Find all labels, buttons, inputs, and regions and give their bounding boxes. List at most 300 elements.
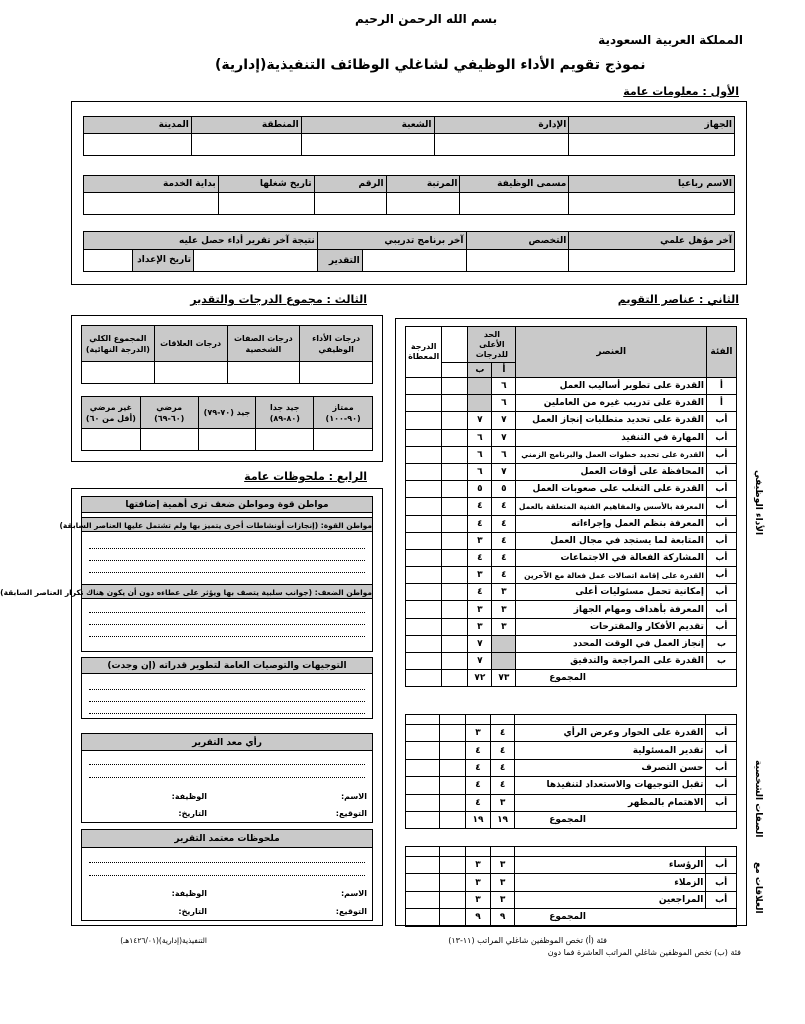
element-given-a[interactable] [439, 759, 466, 776]
element-row [406, 874, 737, 891]
table-top-row [406, 847, 737, 857]
element-max-b: ٣ [466, 857, 491, 874]
preparer-job-label: الوظيفة: [171, 792, 207, 801]
label-last-report: نتيجة آخر تقرير أداء حصل عليه [84, 232, 318, 250]
recommendations-title: التوجيهات والتوصيات العامة لتطوير قدراته (إن وجدت) [81, 657, 373, 674]
sum-max-b: ٩ [466, 909, 491, 926]
element-max-b: ٦ [468, 429, 492, 446]
element-row [406, 759, 737, 776]
element-category: أب [706, 759, 737, 776]
element-max-b: ٤ [468, 584, 492, 601]
element-row [406, 742, 737, 759]
element-given-b[interactable] [406, 725, 440, 742]
element-category: أب [706, 891, 737, 908]
element-max-b: ٣ [468, 567, 492, 584]
note-category-a: فئة (أ) تخص الموظفين شاغلي المراتب (١١-١٣) [448, 936, 607, 945]
input-qualification[interactable] [569, 250, 735, 272]
element-given-b[interactable] [406, 446, 442, 463]
label-rank: المرتبة [386, 176, 460, 193]
sum-given-b[interactable] [406, 670, 442, 687]
spacer-cell [490, 715, 515, 725]
element-given-b[interactable] [406, 794, 440, 811]
total-final-value[interactable] [82, 362, 155, 384]
sum-max-a: ٧٣ [492, 670, 516, 687]
spacer-cell [706, 715, 737, 725]
element-given-a[interactable] [439, 857, 466, 874]
element-max-b: ٤ [466, 777, 491, 794]
input-full-name[interactable] [569, 193, 735, 215]
sum-label: المجموع [515, 811, 737, 828]
element-given-a[interactable] [439, 742, 466, 759]
element-given-a[interactable] [442, 653, 468, 670]
input-rating[interactable] [193, 250, 317, 272]
element-name: الاهتمام بالمظهر [515, 794, 706, 811]
sum-max-a: ١٩ [490, 811, 515, 828]
element-max-b: ٥ [468, 481, 492, 498]
label-full-name: الاسم رباعيا [569, 176, 735, 193]
col-category: الفئة [706, 327, 736, 378]
total-personal-value[interactable] [227, 362, 300, 384]
element-given-b[interactable] [406, 742, 440, 759]
element-given-b[interactable] [406, 463, 442, 480]
sum-max-b: ٧٢ [468, 670, 492, 687]
element-max-a: ٤ [492, 567, 516, 584]
spacer-cell [439, 847, 466, 857]
form-title: نموذج تقويم الأداء الوظيفي لشاغلي الوظائف التنفيذية(إدارية) [215, 57, 646, 73]
element-max-b: ٣ [468, 601, 492, 618]
element-row [406, 429, 737, 446]
element-given-a[interactable] [442, 378, 468, 395]
element-given-b[interactable] [406, 601, 442, 618]
preparer-name-label: الاسم: [340, 792, 367, 801]
element-name: القدرة على تحديد خطوات العمل والبرنامج الزمني [516, 446, 707, 463]
sum-max-b: ١٩ [466, 811, 491, 828]
element-max-a [492, 635, 516, 652]
element-given-b[interactable] [406, 635, 442, 652]
element-max-a: ٧ [492, 463, 516, 480]
element-category: أب [706, 777, 737, 794]
element-row [406, 532, 737, 549]
weakness-line[interactable] [89, 636, 365, 637]
element-category: أب [706, 725, 737, 742]
element-category: أب [706, 481, 736, 498]
element-given-b[interactable] [406, 618, 442, 635]
element-max-b: ٣ [468, 618, 492, 635]
element-max-a: ٤ [490, 759, 515, 776]
element-given-b[interactable] [406, 891, 440, 908]
relations-table [405, 846, 737, 927]
element-category: أب [706, 794, 737, 811]
label-last-training: آخر برنامج تدريبي [317, 232, 466, 250]
approver-title: ملحوظات معتمد التقرير [81, 829, 373, 848]
col-b: ب [468, 363, 492, 378]
side-label-relations: العلاقات مع [753, 862, 763, 914]
sum-given-a[interactable] [439, 909, 466, 926]
element-max-b: ٣ [466, 725, 491, 742]
label-specialization: التخصص [466, 232, 569, 250]
grade-unsatisfactory: غير مرضي (أقل من ٦٠) [82, 397, 141, 429]
element-row [406, 549, 737, 566]
element-max-a: ٣ [492, 601, 516, 618]
sum-given-b[interactable] [406, 909, 440, 926]
input-specialization[interactable] [466, 250, 569, 272]
element-given-a[interactable] [442, 498, 468, 515]
section2-title: الثاني : عناصر التقويم [617, 293, 739, 306]
label-division: الشعبة [301, 117, 434, 134]
element-row [406, 794, 737, 811]
element-given-a[interactable] [442, 532, 468, 549]
element-name: إنجاز العمل في الوقت المحدد [516, 635, 707, 652]
input-city[interactable] [84, 134, 192, 156]
input-division[interactable] [301, 134, 434, 156]
element-given-b[interactable] [406, 429, 442, 446]
element-category: أب [706, 857, 737, 874]
element-name: تقدير المسئولية [515, 742, 706, 759]
element-row [406, 515, 737, 532]
element-name: القدرة على تدريب غيره من العاملين [516, 395, 707, 412]
input-last-training[interactable] [362, 250, 466, 272]
element-name: القدرة على تحديد متطلبات إنجاز العمل [516, 412, 707, 429]
sum-label: المجموع [515, 909, 737, 926]
element-given-a[interactable] [442, 412, 468, 429]
label-department: الإدارة [434, 117, 569, 134]
input-service-start[interactable] [84, 193, 219, 215]
form-code: التنفيذية(إدارية)(١٤٢٦/٠١هـ) [120, 936, 207, 945]
element-max-b: ٤ [466, 794, 491, 811]
element-given-a[interactable] [442, 584, 468, 601]
element-given-b[interactable] [406, 857, 440, 874]
input-prep-date[interactable] [84, 250, 132, 271]
total-relations-value[interactable] [154, 362, 227, 384]
element-given-a[interactable] [439, 725, 466, 742]
spacer-cell [490, 847, 515, 857]
element-row [406, 635, 737, 652]
side-label-personal: الصفات الشخصية [753, 760, 763, 838]
element-max-b: ٣ [466, 874, 491, 891]
label-number: الرقم [314, 176, 386, 193]
performance-table [405, 326, 737, 687]
label-qualification: آخر مؤهل علمي [569, 232, 735, 250]
spacer-cell [515, 847, 706, 857]
sum-given-a[interactable] [442, 670, 468, 687]
element-given-b[interactable] [406, 777, 440, 794]
approver-date-label: التاريخ: [178, 907, 207, 916]
grade-excellent-check[interactable] [314, 429, 373, 451]
element-name: المعرفة بالأسس والمفاهيم الفنية المتعلقة بالعمل [516, 498, 707, 515]
general-info-row3 [83, 231, 735, 272]
element-row [406, 618, 737, 635]
element-category: أب [706, 874, 737, 891]
element-max-a: ٤ [490, 725, 515, 742]
preparer-title: رأي معد التقرير [81, 733, 373, 751]
input-occupancy-date[interactable] [218, 193, 314, 215]
sum-row [406, 811, 737, 828]
element-row [406, 777, 737, 794]
strengths-label: مواطن القوة: (إنجازات أونشاطات أخرى يتميز بها ولم تشتمل عليها العناصر السابقة) [81, 517, 373, 532]
element-category: أب [706, 515, 736, 532]
approver-line[interactable] [89, 862, 365, 863]
element-given-a[interactable] [439, 874, 466, 891]
grade-excellent: ممتاز (٩٠-١٠٠) [314, 397, 373, 429]
approver-job-label: الوظيفة: [171, 889, 207, 898]
sum-row [406, 670, 737, 687]
element-name: المتابعة لما يستجد في مجال العمل [516, 532, 707, 549]
input-agency[interactable] [569, 134, 735, 156]
total-perf-value[interactable] [300, 362, 373, 384]
label-prep-date: تاريخ الإعداد [132, 250, 193, 271]
element-row [406, 498, 737, 515]
strengths-line[interactable] [89, 572, 365, 573]
element-given-a[interactable] [439, 777, 466, 794]
label-rating: التقدير [317, 250, 362, 272]
preparer-line[interactable] [89, 777, 365, 778]
element-given-a[interactable] [439, 891, 466, 908]
element-row [406, 567, 737, 584]
general-info-row1 [83, 116, 735, 156]
element-category: أب [706, 412, 736, 429]
weakness-label: مواطن الضعف: (جوانب سلبية يتصف بها ويؤثر على عطاءه دون أن يكون هناك تكرار العناصر السابقة) [81, 584, 373, 599]
element-max-b: ٤ [468, 498, 492, 515]
element-name: القدرة على الحوار وعرض الرأي [515, 725, 706, 742]
element-category: أب [706, 463, 736, 480]
element-max-a: ٤ [490, 777, 515, 794]
weakness-line[interactable] [89, 612, 365, 613]
label-region: المنطقة [191, 117, 301, 134]
element-given-a[interactable] [442, 601, 468, 618]
element-max-b: ٤ [466, 742, 491, 759]
col-a: أ [492, 363, 516, 378]
spacer-cell [466, 715, 491, 725]
element-given-a[interactable] [442, 429, 468, 446]
grade-satisfactory-check[interactable] [140, 429, 198, 451]
preparer-signature-label: التوقيع: [335, 809, 367, 818]
element-given-a[interactable] [442, 463, 468, 480]
grade-good: جيد (٧٠-٧٩) [198, 397, 256, 429]
grade-very-good-check[interactable] [256, 429, 314, 451]
element-given-b[interactable] [406, 481, 442, 498]
total-relations-header: درجات العلاقات [154, 326, 227, 362]
element-row [406, 653, 737, 670]
element-max-a: ٣ [492, 584, 516, 601]
country-name: المملكة العربية السعودية [598, 33, 743, 47]
basmala: بسم الله الرحمن الرحيم [355, 12, 498, 26]
element-max-a: ٤ [492, 515, 516, 532]
element-category: أب [706, 429, 736, 446]
sum-given-b[interactable] [406, 811, 440, 828]
element-max-a: ٣ [490, 891, 515, 908]
element-name: إمكانية تحمل مسئوليات أعلى [516, 584, 707, 601]
element-given-a[interactable] [442, 446, 468, 463]
col-element: العنصر [516, 327, 707, 378]
element-name: الزملاء [515, 874, 706, 891]
element-given-a[interactable] [442, 481, 468, 498]
element-max-a [492, 653, 516, 670]
element-category: أب [706, 584, 736, 601]
spacer-cell [706, 847, 737, 857]
recommendations-line[interactable] [89, 713, 365, 714]
strengths-title: مواطن قوة ومواطن ضعف ترى أهمية إضافتها [81, 496, 373, 513]
element-row [406, 412, 737, 429]
element-max-a: ٤ [490, 742, 515, 759]
element-max-b: ٦ [468, 446, 492, 463]
preparer-date-label: التاريخ: [178, 809, 207, 818]
total-perf-header: درجات الأداء الوظيفي [300, 326, 373, 362]
input-job-title[interactable] [460, 193, 569, 215]
spacer-cell [466, 847, 491, 857]
element-category: أب [706, 498, 736, 515]
element-max-a: ٦ [492, 378, 516, 395]
general-info-row2 [83, 175, 735, 215]
grade-unsatisfactory-check[interactable] [82, 429, 141, 451]
element-max-a: ٥ [492, 481, 516, 498]
element-name: القدرة على التغلب على صعوبات العمل [516, 481, 707, 498]
sum-row [406, 909, 737, 926]
grade-good-check[interactable] [198, 429, 256, 451]
element-name: المعرفة بأهداف ومهام الجهاز [516, 601, 707, 618]
strengths-line[interactable] [89, 548, 365, 549]
element-row [406, 601, 737, 618]
element-row [406, 857, 737, 874]
input-department[interactable] [434, 134, 569, 156]
element-max-a: ٦ [492, 446, 516, 463]
element-row [406, 725, 737, 742]
label-service-start: بداية الخدمة [84, 176, 219, 193]
element-name: المحافظة على أوقات العمل [516, 463, 707, 480]
label-job-title: مسمى الوظيفة [460, 176, 569, 193]
element-max-b: ٤ [468, 549, 492, 566]
element-row [406, 463, 737, 480]
element-max-b: ٧ [468, 653, 492, 670]
approver-name-label: الاسم: [340, 889, 367, 898]
element-category: أب [706, 618, 736, 635]
side-label-performance: الأداء الوظيفي [753, 470, 763, 536]
element-given-b[interactable] [406, 567, 442, 584]
element-category: أب [706, 742, 737, 759]
element-category: أ [706, 395, 736, 412]
element-given-b[interactable] [406, 498, 442, 515]
sum-label: المجموع [516, 670, 737, 687]
element-max-b: ٤ [468, 515, 492, 532]
element-category: ب [706, 653, 736, 670]
input-region[interactable] [191, 134, 301, 156]
element-max-a: ٣ [490, 874, 515, 891]
element-given-a[interactable] [442, 618, 468, 635]
element-given-b[interactable] [406, 549, 442, 566]
weakness-line[interactable] [89, 624, 365, 625]
element-max-a: ٤ [492, 532, 516, 549]
element-row [406, 395, 737, 412]
sum-max-a: ٩ [490, 909, 515, 926]
element-max-a: ٣ [492, 618, 516, 635]
element-max-b: ٣ [468, 532, 492, 549]
total-personal-header: درجات الصفات الشخصية [227, 326, 300, 362]
note-category-b: فئة (ب) تخص الموظفين شاغلي المراتب العاشرة فما دون [547, 948, 741, 957]
element-max-a: ٧ [492, 429, 516, 446]
section3-title: الثالث : مجموع الدرجات والتقدير [190, 293, 367, 306]
element-given-a[interactable] [442, 395, 468, 412]
element-given-b[interactable] [406, 378, 442, 395]
element-max-b: ٧ [468, 635, 492, 652]
approver-signature-label: التوقيع: [335, 907, 367, 916]
label-agency: الجهاز [569, 117, 735, 134]
element-given-b[interactable] [406, 874, 440, 891]
element-name: تقديم الأفكار والمقترحات [516, 618, 707, 635]
element-name: المهارة في التنفيذ [516, 429, 707, 446]
element-category: أب [706, 567, 736, 584]
sum-given-a[interactable] [439, 811, 466, 828]
element-name: الرؤساء [515, 857, 706, 874]
recommendations-line[interactable] [89, 701, 365, 702]
element-given-a[interactable] [442, 635, 468, 652]
strengths-line[interactable] [89, 560, 365, 561]
element-row [406, 481, 737, 498]
element-given-a[interactable] [442, 515, 468, 532]
element-given-b[interactable] [406, 412, 442, 429]
element-given-b[interactable] [406, 653, 442, 670]
element-category: أ [706, 378, 736, 395]
col-max-grade: الحد الأعلى للدرجات [468, 327, 516, 363]
element-given-b[interactable] [406, 532, 442, 549]
recommendations-line[interactable] [89, 689, 365, 690]
element-max-b: ٣ [466, 891, 491, 908]
element-given-b[interactable] [406, 584, 442, 601]
grade-very-good: جيد جدا (٨٠-٨٩) [256, 397, 314, 429]
grade-satisfactory: مرضي (٦٠-٦٩) [140, 397, 198, 429]
table-top-row [406, 715, 737, 725]
element-given-a[interactable] [439, 794, 466, 811]
personal-table [405, 714, 737, 829]
spacer-cell [406, 715, 440, 725]
element-max-a: ٤ [492, 549, 516, 566]
element-max-a: ٣ [490, 857, 515, 874]
spacer-cell [515, 715, 706, 725]
element-given-a[interactable] [442, 549, 468, 566]
element-category: أب [706, 549, 736, 566]
label-occupancy-date: تاريخ شغلها [218, 176, 314, 193]
approver-line[interactable] [89, 875, 365, 876]
element-max-b [468, 378, 492, 395]
element-max-b: ٤ [466, 759, 491, 776]
element-category: أب [706, 446, 736, 463]
col-given-grade: الدرجة المعطاة [406, 327, 442, 378]
spacer-cell [406, 847, 440, 857]
element-given-b[interactable] [406, 515, 442, 532]
totals-table [81, 325, 373, 384]
element-name: حسن التصرف [515, 759, 706, 776]
element-max-a: ٤ [492, 498, 516, 515]
element-category: أب [706, 601, 736, 618]
grades-table [81, 396, 373, 451]
label-city: المدينة [84, 117, 192, 134]
element-max-b: ٧ [468, 412, 492, 429]
input-number[interactable] [314, 193, 386, 215]
element-given-b[interactable] [406, 759, 440, 776]
element-max-b: ٦ [468, 463, 492, 480]
element-row [406, 584, 737, 601]
element-name: تقبل التوجيهات والاستعداد لتنفيذها [515, 777, 706, 794]
element-max-a: ٧ [492, 412, 516, 429]
input-rank[interactable] [386, 193, 460, 215]
section4-title: الرابع : ملحوظات عامة [244, 470, 367, 483]
element-name: القدرة على المراجعة والتدقيق [516, 653, 707, 670]
total-final-header: المجموع الكلي (الدرجة النهائية) [82, 326, 155, 362]
section1-title: الأول : معلومات عامة [623, 85, 739, 98]
element-given-a[interactable] [442, 567, 468, 584]
element-given-b[interactable] [406, 395, 442, 412]
preparer-line[interactable] [89, 764, 365, 765]
element-row [406, 378, 737, 395]
element-row [406, 891, 737, 908]
